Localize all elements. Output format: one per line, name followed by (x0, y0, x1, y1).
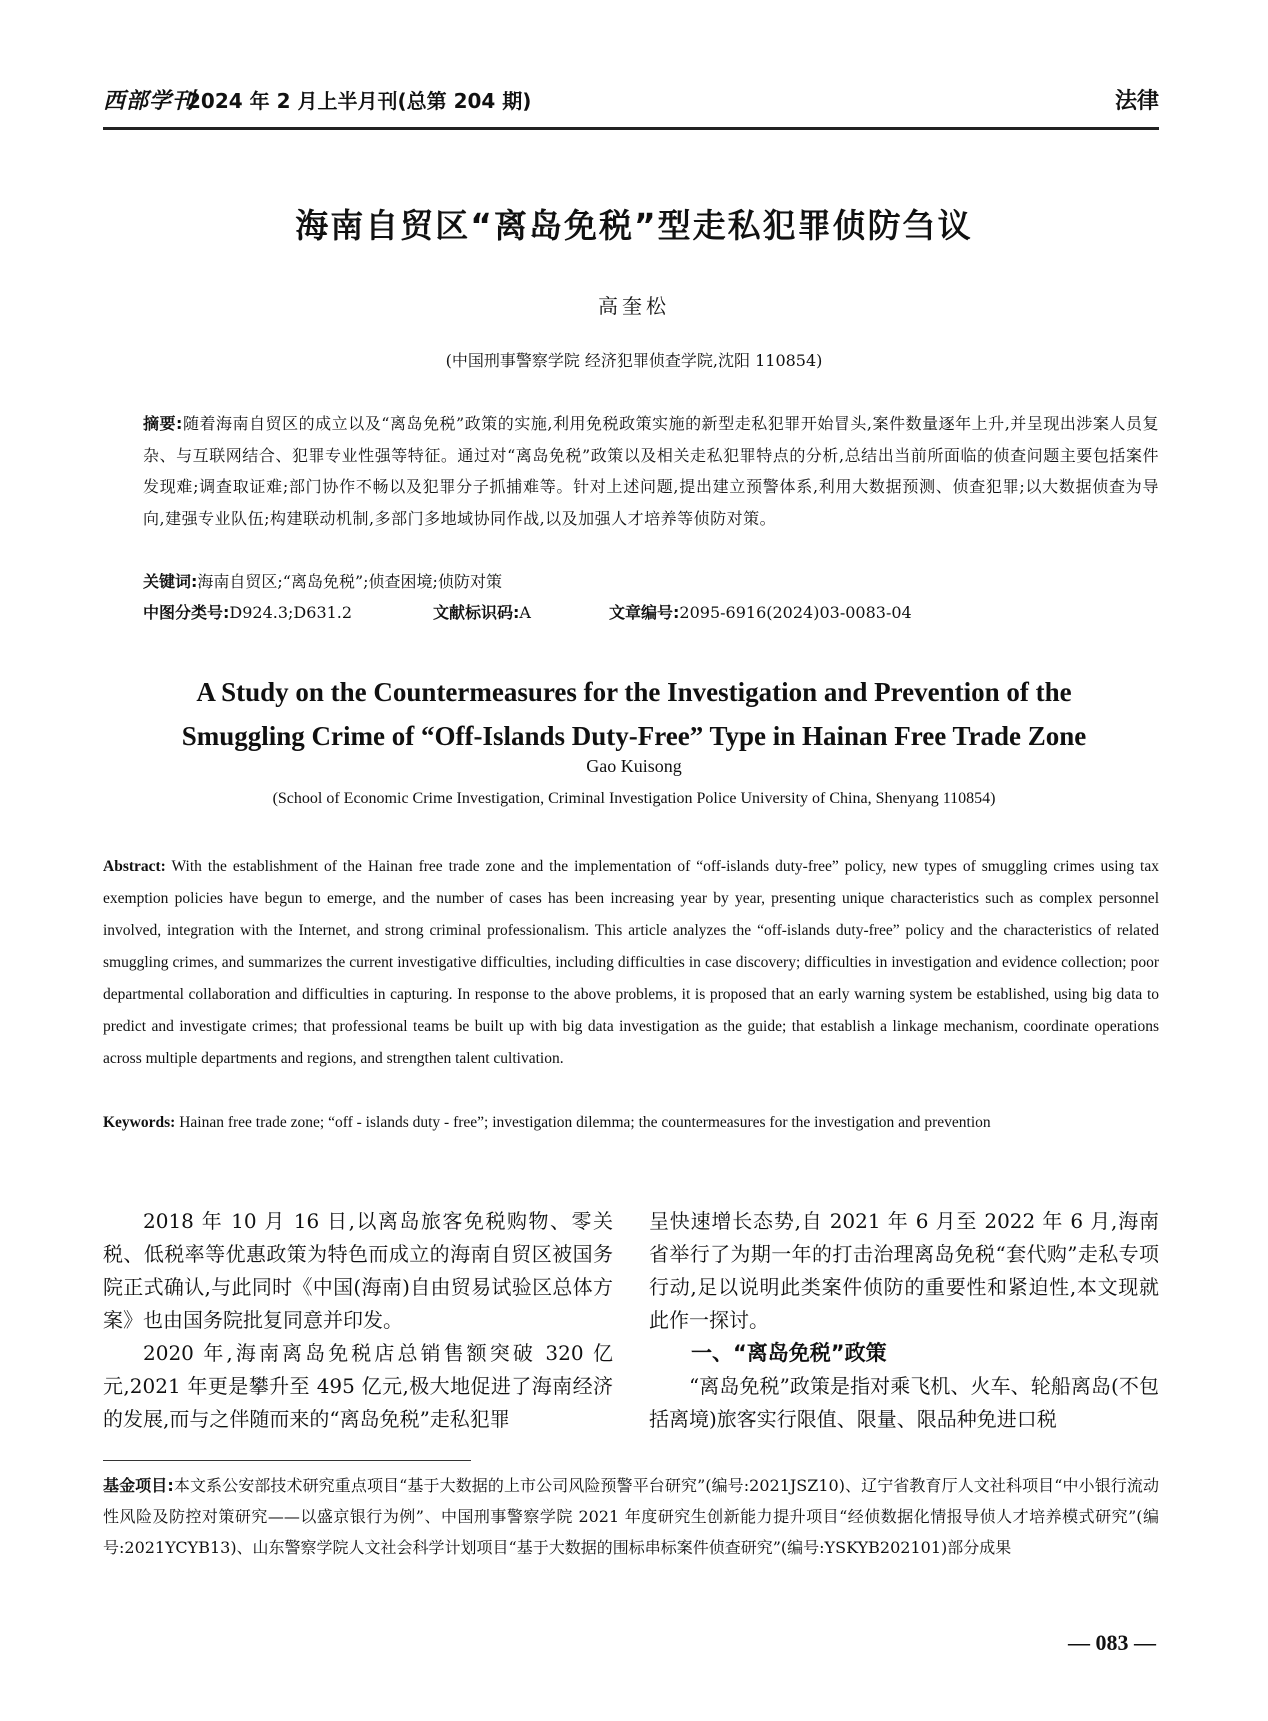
article-number-value: 2095-6916(2024)03-0083-04 (679, 603, 912, 622)
body-paragraph: 2018 年 10 月 16 日,以离岛旅客免税购物、零关税、低税率等优惠政策为特色而成立的海南自贸区被国务院正式确认,与此同时《中国(海南)自由贸易试验区总体方案》也由国务院批复同意并印发。 (103, 1209, 613, 1332)
affiliation-english: (School of Economic Crime Investigation, Criminal Investigation Police University of China, Shenyang 110854) (272, 790, 996, 807)
abstract-english (103, 851, 1159, 1075)
body-column-left (103, 1205, 613, 1436)
keywords-english-text: Hainan free trade zone; “off - islands duty - free”; investigation dilemma; the countermeasures for the investigation and prevention (179, 1114, 991, 1131)
journal-logo: 西部学刊 (103, 88, 196, 114)
body-paragraph: 呈快速增长态势,自 2021 年 6 月至 2022 年 6 月,海南省举行了为期一年的打击治理离岛免税“套代购”走私专项行动,足以说明此类案件侦防的重要性和紧迫性,本文现就此作一探讨。 (649, 1209, 1159, 1332)
title-chinese: 海南自贸区“离岛免税”型走私犯罪侦防刍议 (295, 206, 973, 245)
funding-label: 基金项目: (103, 1476, 174, 1495)
section-heading: 一、“离岛免税”政策 (691, 1341, 887, 1365)
classification-line (143, 600, 1159, 623)
section-label: 法律 (1114, 89, 1159, 114)
body-paragraph: 2020 年,海南离岛免税店总销售额突破 320 亿元,2021 年更是攀升至 495 亿元,极大地促进了海南经济的发展,而与之伴随而来的“离岛免税”走私犯罪 (103, 1341, 613, 1431)
abstract-chinese (143, 408, 1159, 534)
title-english-line-1: A Study on the Countermeasures for the Investigation and Prevention of the (196, 677, 1072, 707)
page-number: — 083 — (1068, 1630, 1156, 1655)
doc-code-value: A (519, 603, 531, 622)
keywords-english-label: Keywords: (103, 1114, 176, 1131)
author-chinese: 高奎松 (598, 294, 670, 318)
body-column-right (649, 1205, 1159, 1436)
clc-value: D924.3;D631.2 (229, 603, 353, 622)
abstract-label: 摘要: (143, 414, 183, 433)
footnote-rule (103, 1460, 471, 1461)
abstract-text: 随着海南自贸区的成立以及“离岛免税”政策的实施,利用免税政策实施的新型走私犯罪开始冒头,案件数量逐年上升,并呈现出涉案人员复杂、与互联网结合、犯罪专业性强等特征。通过对“离岛免税”政策以及相关走私犯罪特点的分析,总结出当前所面临的侦查问题主要包括案件发现难;调查取证难;部门协作不畅以及犯罪分子抓捕难等。针对上述问题,提出建立预警体系,利用大数据预测、侦查犯罪;以大数据侦查为导向,建强专业队伍;构建联动机制,多部门多地域协同作战,以及加强人才培养等侦防对策。 (143, 414, 1159, 528)
abstract-english-label: Abstract: (103, 858, 166, 875)
funding-footnote (103, 1470, 1159, 1563)
article-number-label: 文章编号: (609, 603, 680, 622)
funding-text: 本文系公安部技术研究重点项目“基于大数据的上市公司风险预警平台研究”(编号:2021JSZ10)、辽宁省教育厅人文社科项目“中小银行流动性风险及防控对策研究——以盛京银行为例”、中国刑事警察学院 2021 年度研究生创新能力提升项目“经侦数据化情报导侦人才培养模式研究”(编号:2021YCYB13)、山东警察学院人文社会科学计划项目“基于大数据的围标串标案件侦查研究”(编号:YSKYB202101)部分成果 (103, 1476, 1159, 1557)
keywords-text: 海南自贸区;“离岛免税”;侦查困境;侦防对策 (197, 572, 502, 591)
keywords-label: 关键词: (143, 572, 198, 591)
clc-label: 中图分类号: (143, 603, 230, 622)
body-paragraph: “离岛免税”政策是指对乘飞机、火车、轮船离岛(不包括离境)旅客实行限值、限量、限品种免进口税 (649, 1374, 1159, 1431)
keywords-english (103, 1107, 1159, 1139)
author-english: Gao Kuisong (586, 756, 682, 776)
title-english (0, 670, 1268, 758)
abstract-english-text: With the establishment of the Hainan free trade zone and the implementation of “off-islands duty-free” policy, new types of smuggling crimes using tax exemption policies have begun to emerge, and the number of cases has been increasing year by year, presenting unique characteristics such as complex personnel involved, integration with the Internet, and strong criminal professionalism. This article analyzes the “off-islands duty-free” policy and the characteristics of related smuggling crimes, and summarizes the current investigative difficulties, including difficulties in case discovery; difficulties in investigation and evidence collection; poor departmental collaboration and difficulties in capturing. In response to the above problems, it is proposed that an early warning system be established, using big data to predict and investigate crimes; that professional teams be built up with big data investigation as the guide; that establish a linkage mechanism, coordinate operations across multiple departments and regions, and strengthen talent cultivation. (103, 858, 1159, 1067)
header-rule (103, 127, 1159, 130)
affiliation-chinese: (中国刑事警察学院 经济犯罪侦查学院,沈阳 110854) (445, 351, 823, 370)
doc-code-label: 文献标识码: (433, 603, 520, 622)
running-header (103, 84, 1159, 124)
title-english-line-2: Smuggling Crime of “Off-Islands Duty-Free” Type in Hainan Free Trade Zone (181, 721, 1087, 751)
issue-info: 2024 年 2 月上半月刊(总第 204 期) (187, 89, 532, 113)
keywords-chinese (143, 569, 502, 592)
